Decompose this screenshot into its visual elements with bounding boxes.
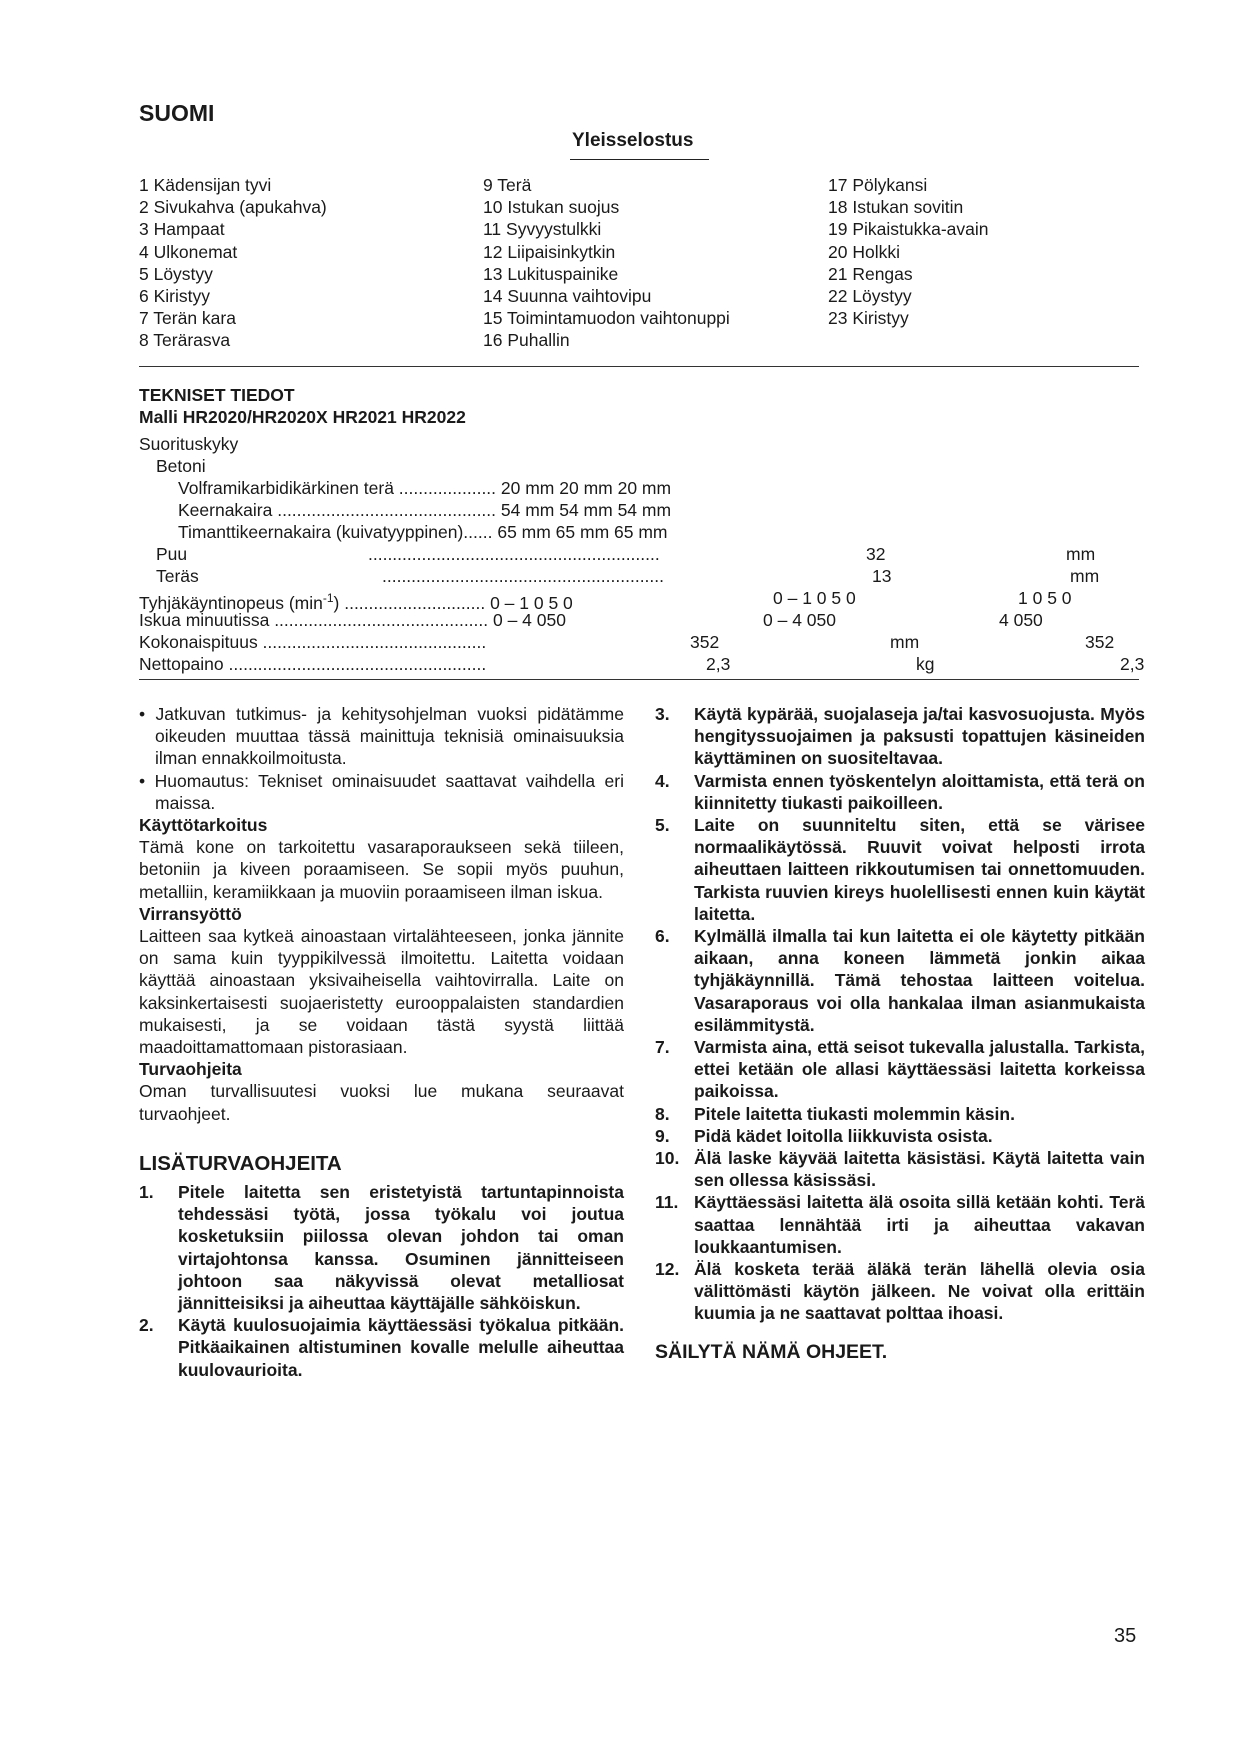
spec-diamond: Timanttikeernakaira (kuivatyyppinen)...... 65 mm 65 mm 65 mm [178, 522, 668, 542]
item-number: 12. [655, 1259, 680, 1280]
spec-speed-sup: -1 [322, 591, 334, 605]
spec-weight-value-2: 2,3 [1120, 654, 1145, 674]
spec-steel-unit: mm [1070, 566, 1100, 586]
parts-column-3 [828, 174, 989, 329]
list-item [655, 770, 1145, 814]
item-number: 10. [655, 1148, 680, 1169]
page-number: 35 [1114, 1625, 1137, 1647]
spec-weight-unit: kg [916, 654, 935, 674]
specs-models: Malli HR2020/HR2020X HR2021 HR2022 [139, 407, 466, 427]
power-supply-title: Virransyöttö [139, 903, 242, 924]
spec-bpm: Iskua minuutissa ............................................ 0 – 4 050 [139, 610, 566, 630]
spec-wood-label: Puu [156, 544, 188, 564]
item-number: 9. [655, 1125, 670, 1146]
part-item: 17 Pölykansi [828, 175, 928, 195]
part-item: 1 Kädensijan tyvi [139, 175, 272, 195]
specs-title: TEKNISET TIEDOT [139, 385, 295, 405]
save-instructions: SÄILYTÄ NÄMÄ OHJEET. [655, 1340, 888, 1363]
part-item: 3 Hampaat [139, 219, 225, 240]
part-item: 10 Istukan suojus [483, 197, 620, 218]
part-item: 18 Istukan sovitin [828, 197, 964, 218]
spec-length-value: 352 [690, 632, 720, 652]
list-item [655, 1125, 1145, 1147]
list-item [655, 1147, 1145, 1191]
item-text: Kylmällä ilmalla tai kun laitetta ei ole käytetty pitkään aikaan, anna koneen lämmetä jonkin aikaa tyhjäkäynnillä. Tämä tehostaa laitteen voitelua. Vasaraporaus voi olla hankalaa ilman asianmukaista esilämmitystä. [694, 926, 1145, 1035]
spec-wood-dots: ............................................................ [368, 544, 660, 564]
part-item: 15 Toimintamuodon vaihtonuppi [483, 308, 730, 329]
part-item: 4 Ulkonemat [139, 241, 238, 262]
note-bullet: • Jatkuvan tutkimus- ja kehitysohjelman vuoksi pidätämme oikeuden muuttaa tässä mainittuja teknisiä ominaisuuksia ilman ennakkoilmoitusta. [139, 704, 624, 769]
part-item: 14 Suunna vaihtovipu [483, 286, 652, 307]
item-number: 5. [655, 815, 670, 836]
spec-steel-value: 13 [872, 566, 892, 586]
safety-list [139, 1181, 624, 1381]
spec-steel-label: Teräs [156, 566, 199, 586]
item-number: 8. [655, 1103, 670, 1124]
spec-length-unit: mm [890, 632, 920, 652]
list-item [655, 1036, 1145, 1103]
title-underline [570, 159, 709, 160]
part-item: 11 Syvyystulkki [483, 219, 602, 240]
part-item: 12 Liipaisinkytkin [483, 241, 616, 262]
item-text: Pitele laitetta sen eristetyistä tartuntapinnoista tehdessäsi työtä, jossa työkalu voi joutua kosketuksiin piilossa olevan johdon tai oman virtajohtonsa kanssa. Osuminen jännitteiseen johtoon saa näkyvissä olevat metalliosat jännitteisiksi ja aiheuttaa käyttäjälle sähköiskun. [178, 1182, 624, 1314]
item-number: 7. [655, 1037, 670, 1058]
part-item: 7 Terän kara [139, 308, 236, 329]
part-item: 19 Pikaistukka-avain [828, 219, 989, 240]
intended-use-title: Käyttötarkoitus [139, 815, 268, 836]
spec-speed-label: Tyhjäkäyntinopeus (min [139, 592, 323, 613]
part-item: 5 Löystyy [139, 263, 213, 284]
spec-weight-value: 2,3 [706, 654, 731, 674]
list-item [655, 814, 1145, 925]
part-item: 2 Sivukahva (apukahva) [139, 197, 327, 218]
list-item [655, 1103, 1145, 1125]
intended-use-text: Tämä kone on tarkoitettu vasaraporaukseen sekä tiileen, betoniin ja kiveen poraamiseen. Se sopii myös puuhun, metalliin, keramiikkaan ja muoviin poraamiseen ilman iskua. [139, 837, 624, 902]
spec-concrete: Betoni [156, 456, 206, 476]
right-column [655, 703, 1145, 1364]
part-item: 16 Puhallin [483, 330, 570, 351]
part-item: 20 Holkki [828, 241, 900, 262]
list-item [655, 925, 1145, 1036]
additional-safety-heading: LISÄTURVAOHJEITA [139, 1151, 342, 1175]
spec-steel-dots: .......................................................... [382, 566, 664, 586]
item-text: Käyttäessäsi laitetta älä osoita sillä ketään kohti. Terä saattaa lennähtää irti ja aiheuttaa vakavan loukkaantumisen. [694, 1192, 1145, 1257]
part-item: 9 Terä [483, 175, 532, 195]
spec-bpm-value-3: 4 050 [999, 610, 1043, 630]
language-heading: SUOMI [139, 100, 215, 126]
item-number: 3. [655, 704, 670, 724]
list-item [655, 1191, 1145, 1258]
part-item: 21 Rengas [828, 263, 913, 284]
note-bullet: • Huomautus: Tekniset ominaisuudet saattavat vaihdella eri maissa. [139, 770, 624, 813]
item-text: Älä laske käyvää laitetta käsistäsi. Käytä laitetta vain sen ollessa käsissäsi. [694, 1148, 1145, 1191]
list-item [655, 1258, 1145, 1325]
power-supply-text: Laitteen saa kytkeä ainoastaan virtalähteeseen, jonka jännite on sama kuin tyyppikilvessä ilmoitettu. Laitetta voidaan käyttää ainoastaan yksivaiheisella vaihtovirralla. Laite on kaksinkertaisesti suojaeristetty eurooppalaisten standardien mukaisesti, ja se voidaan tästä syystä liittää maadoittamattomaan pistorasiaan. [139, 926, 624, 1058]
specs-heading [139, 384, 466, 428]
item-number: 2. [139, 1315, 154, 1336]
part-item: 22 Löystyy [828, 286, 912, 307]
divider [139, 366, 1139, 367]
item-number: 4. [655, 770, 670, 791]
safety-title: Turvaohjeita [139, 1059, 242, 1080]
part-item: 8 Terärasva [139, 330, 231, 351]
spec-speed-value-3: 1 0 5 0 [1018, 588, 1072, 608]
parts-column-1 [139, 174, 327, 352]
spec-wood-unit: mm [1066, 544, 1096, 564]
item-text: Pitele laitetta tiukasti molemmin käsin. [694, 1103, 1015, 1124]
item-text: Käytä kuulosuojaimia käyttäessäsi työkalua pitkään. Pitkäaikainen altistuminen kovalle melulle aiheuttaa kuulovaurioita. [178, 1315, 624, 1380]
parts-column-2 [483, 174, 730, 352]
part-item: 13 Lukituspainike [483, 263, 619, 284]
safety-text: Oman turvallisuutesi vuoksi lue mukana seuraavat turvaohjeet. [139, 1081, 624, 1124]
item-number: 1. [139, 1182, 154, 1203]
spec-length: Kokonaispituus .............................................. [139, 632, 487, 652]
part-item: 23 Kiristyy [828, 308, 909, 329]
left-column [139, 703, 624, 1381]
spec-bpm-value-2: 0 – 4 050 [763, 610, 836, 630]
list-item [139, 1314, 624, 1381]
item-text: Varmista aina, että seisot tukevalla jalustalla. Tarkista, ettei ketään ole allasi käyttäessäsi laitetta korkeissa paikoissa. [694, 1037, 1145, 1102]
list-item [655, 703, 1145, 770]
spec-wood-value: 32 [866, 544, 886, 564]
item-text: Käytä kypärää, suojalaseja ja/tai kasvosuojusta. Myös hengityssuojaimen ja paksusti topattujen käsineiden käyttäminen on suositeltavaa. [694, 704, 1145, 769]
spec-speed-value-2: 0 – 1 0 5 0 [773, 588, 856, 608]
spec-capacity: Suorituskyky [139, 434, 239, 454]
item-number: 11. [655, 1192, 679, 1213]
item-text: Varmista ennen työskentelyn aloittamista, että terä on kiinnitetty tiukasti paikoilleen. [694, 770, 1145, 813]
spec-carbide: Volframikarbidikärkinen terä .................... 20 mm 20 mm 20 mm [178, 478, 672, 498]
spec-speed-value: ) ............................. 0 – 1 0 5 0 [333, 592, 573, 613]
safety-list-continued [655, 703, 1145, 1325]
item-text: Älä kosketa terää äläkä terän lähellä olevia osia välittömästi käytön jälkeen. Ne voivat olla erittäin kuumia ja ne saattavat polttaa ihoasi. [694, 1259, 1145, 1324]
item-number: 6. [655, 926, 670, 947]
item-text: Laite on suunniteltu siten, että se värisee normaalikäytössä. Ruuvit voivat helposti irrota aiheuttaen laitteen rikkoutumisen tai onnettomuuden. Tarkista ruuvien kireys huolellisesti ennen kuin käytät laitetta. [694, 815, 1145, 924]
divider [139, 679, 1139, 680]
spec-core: Keernakaira ............................................. 54 mm 54 mm 54 mm [178, 500, 672, 520]
item-text: Pidä kädet loitolla liikkuvista osista. [694, 1125, 993, 1146]
spec-weight: Nettopaino ..................................................... [139, 654, 487, 674]
list-item [139, 1181, 624, 1314]
part-item: 6 Kiristyy [139, 286, 210, 307]
section-title: Yleisselostus [572, 130, 694, 151]
spec-length-value-2: 352 [1085, 632, 1115, 652]
